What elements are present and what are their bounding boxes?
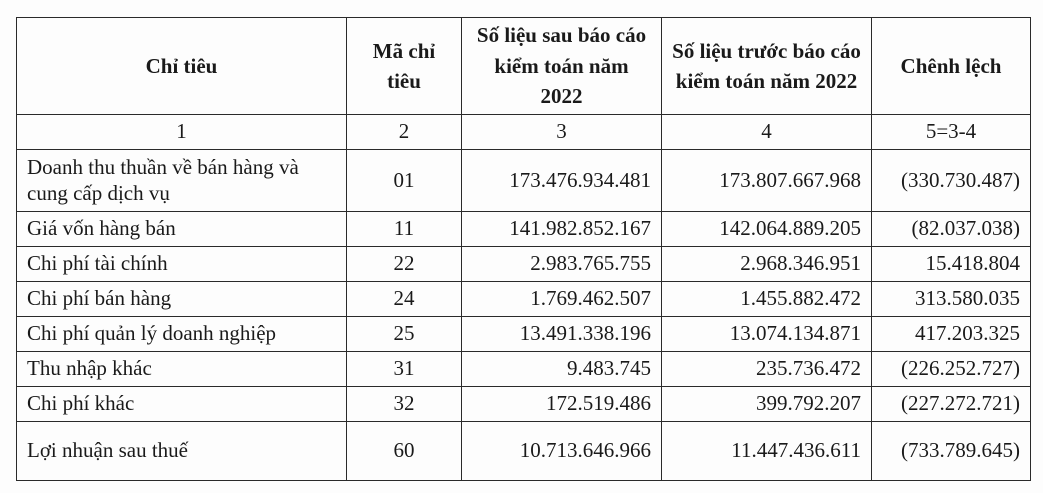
row-before-audit-value: 173.807.667.968 — [662, 150, 872, 212]
row-label: Lợi nhuận sau thuế — [17, 422, 347, 481]
table-row — [17, 212, 1031, 247]
row-label: Giá vốn hàng bán — [17, 212, 347, 247]
header-before-audit: Số liệu trước báo cáo kiểm toán năm 2022 — [662, 18, 872, 115]
row-before-audit-value: 1.455.882.472 — [662, 282, 872, 317]
row-code: 25 — [347, 317, 462, 352]
table-row — [17, 282, 1031, 317]
table-row — [17, 352, 1031, 387]
row-after-audit-value: 13.491.338.196 — [462, 317, 662, 352]
table-header-row — [17, 18, 1031, 115]
column-index: 4 — [662, 115, 872, 150]
table-row — [17, 247, 1031, 282]
row-code: 24 — [347, 282, 462, 317]
row-label: Chi phí tài chính — [17, 247, 347, 282]
column-index: 1 — [17, 115, 347, 150]
row-label: Thu nhập khác — [17, 352, 347, 387]
row-difference-value: (82.037.038) — [872, 212, 1031, 247]
row-after-audit-value: 2.983.765.755 — [462, 247, 662, 282]
row-after-audit-value: 141.982.852.167 — [462, 212, 662, 247]
row-code: 11 — [347, 212, 462, 247]
row-label: Doanh thu thuần về bán hàng và cung cấp dịch vụ — [17, 150, 347, 212]
column-index: 2 — [347, 115, 462, 150]
row-label: Chi phí khác — [17, 387, 347, 422]
row-before-audit-value: 235.736.472 — [662, 352, 872, 387]
header-indicator-code: Mã chỉ tiêu — [347, 18, 462, 115]
table-row — [17, 422, 1031, 481]
row-difference-value: (733.789.645) — [872, 422, 1031, 481]
table-row — [17, 150, 1031, 212]
table-row — [17, 387, 1031, 422]
row-after-audit-value: 10.713.646.966 — [462, 422, 662, 481]
row-difference-value: (330.730.487) — [872, 150, 1031, 212]
header-after-audit: Số liệu sau báo cáo kiểm toán năm 2022 — [462, 18, 662, 115]
row-label: Chi phí quản lý doanh nghiệp — [17, 317, 347, 352]
row-before-audit-value: 399.792.207 — [662, 387, 872, 422]
row-before-audit-value: 11.447.436.611 — [662, 422, 872, 481]
row-after-audit-value: 173.476.934.481 — [462, 150, 662, 212]
row-before-audit-value: 13.074.134.871 — [662, 317, 872, 352]
table-row — [17, 317, 1031, 352]
column-index: 3 — [462, 115, 662, 150]
row-difference-value: 417.203.325 — [872, 317, 1031, 352]
row-before-audit-value: 2.968.346.951 — [662, 247, 872, 282]
financial-comparison-table — [16, 17, 1031, 481]
row-difference-value: (227.272.721) — [872, 387, 1031, 422]
header-indicator: Chỉ tiêu — [17, 18, 347, 115]
row-after-audit-value: 172.519.486 — [462, 387, 662, 422]
row-code: 60 — [347, 422, 462, 481]
row-before-audit-value: 142.064.889.205 — [662, 212, 872, 247]
row-difference-value: (226.252.727) — [872, 352, 1031, 387]
row-difference-value: 313.580.035 — [872, 282, 1031, 317]
column-index-row — [17, 115, 1031, 150]
row-difference-value: 15.418.804 — [872, 247, 1031, 282]
row-after-audit-value: 9.483.745 — [462, 352, 662, 387]
column-index: 5=3-4 — [872, 115, 1031, 150]
row-code: 31 — [347, 352, 462, 387]
row-code: 22 — [347, 247, 462, 282]
row-code: 01 — [347, 150, 462, 212]
row-code: 32 — [347, 387, 462, 422]
header-difference: Chênh lệch — [872, 18, 1031, 115]
row-after-audit-value: 1.769.462.507 — [462, 282, 662, 317]
row-label: Chi phí bán hàng — [17, 282, 347, 317]
